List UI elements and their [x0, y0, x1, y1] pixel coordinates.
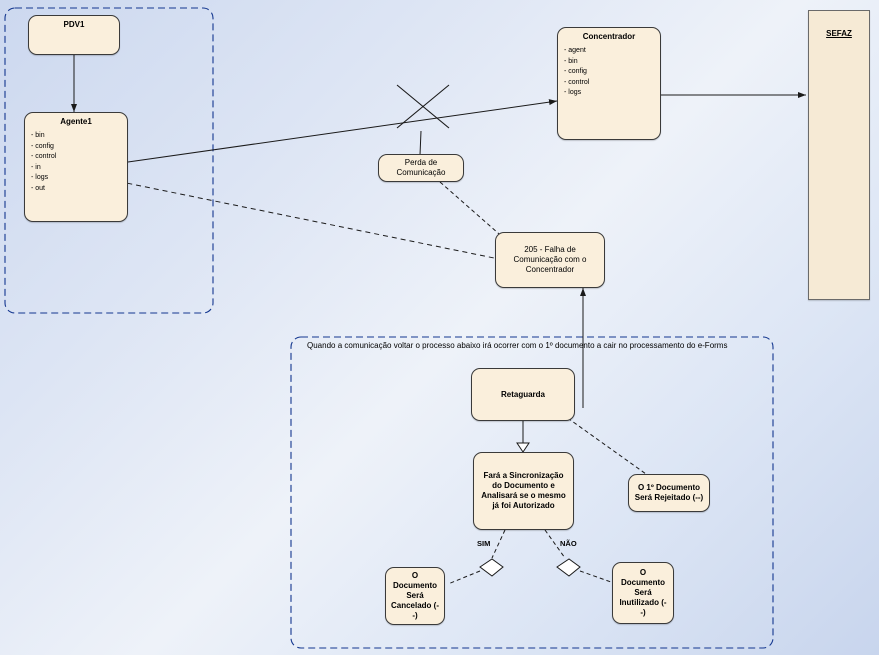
node-documento-cancelado-text: O Documento Será Cancelado (--)	[390, 571, 439, 620]
node-falha-comunicacao-text: 205 - Falha de Comunicação com o Concentrador	[513, 245, 587, 274]
node-documento-rejeitado[interactable]	[628, 474, 710, 512]
node-agente1-items	[25, 127, 127, 194]
node-sincronizacao-text: Fará a Sincronização do Documento e Analisará se o mesmo já foi Autorizado	[481, 471, 566, 510]
node-agente1-title: Agente1	[60, 117, 92, 126]
concentrador-item-agent: - agent	[564, 47, 586, 54]
node-pdv1-title: PDV1	[63, 20, 85, 29]
node-documento-inutilizado-text: O Documento Será Inutilizado (--)	[619, 568, 667, 617]
agente1-item-config: - config	[31, 142, 54, 150]
node-falha-comunicacao[interactable]	[495, 232, 605, 288]
concentrador-item-config: - config	[564, 68, 587, 75]
node-concentrador-items	[558, 42, 660, 99]
agente1-item-bin: - bin	[31, 132, 45, 139]
edge-label-sim: SIM	[477, 539, 491, 548]
node-pdv1[interactable]	[28, 15, 120, 55]
node-retaguarda-text: Retaguarda	[500, 389, 545, 399]
node-documento-inutilizado[interactable]	[612, 562, 674, 624]
node-documento-rejeitado-text: O 1º Documento Será Rejeitado (--)	[634, 483, 704, 502]
agente1-item-out: - out	[31, 184, 46, 192]
node-sefaz-title: SEFAZ	[826, 29, 852, 38]
node-concentrador[interactable]	[557, 27, 661, 140]
concentrador-item-logs: - logs	[564, 89, 582, 96]
group-label-retaguarda: Quando a comunicação voltar o processo abaixo irá ocorrer com o 1º documento a cair no processamento do e-Forms	[307, 341, 728, 350]
agente1-item-in: - in	[31, 163, 41, 171]
node-sefaz[interactable]	[808, 10, 870, 300]
concentrador-item-bin: - bin	[564, 57, 578, 65]
node-documento-cancelado[interactable]	[385, 567, 445, 625]
agente1-item-control: - control	[31, 153, 57, 160]
node-concentrador-title: Concentrador	[582, 32, 636, 41]
concentrador-item-control: - control	[564, 78, 590, 86]
node-sincronizacao[interactable]	[473, 452, 574, 530]
agente1-item-logs: - logs	[31, 174, 49, 181]
node-perda-comunicacao[interactable]	[378, 154, 464, 182]
node-retaguarda[interactable]	[471, 368, 575, 421]
node-perda-comunicacao-text: Perda de Comunicação	[396, 158, 446, 177]
edge-label-nao: NÃO	[560, 539, 577, 548]
node-agente1[interactable]	[24, 112, 128, 222]
